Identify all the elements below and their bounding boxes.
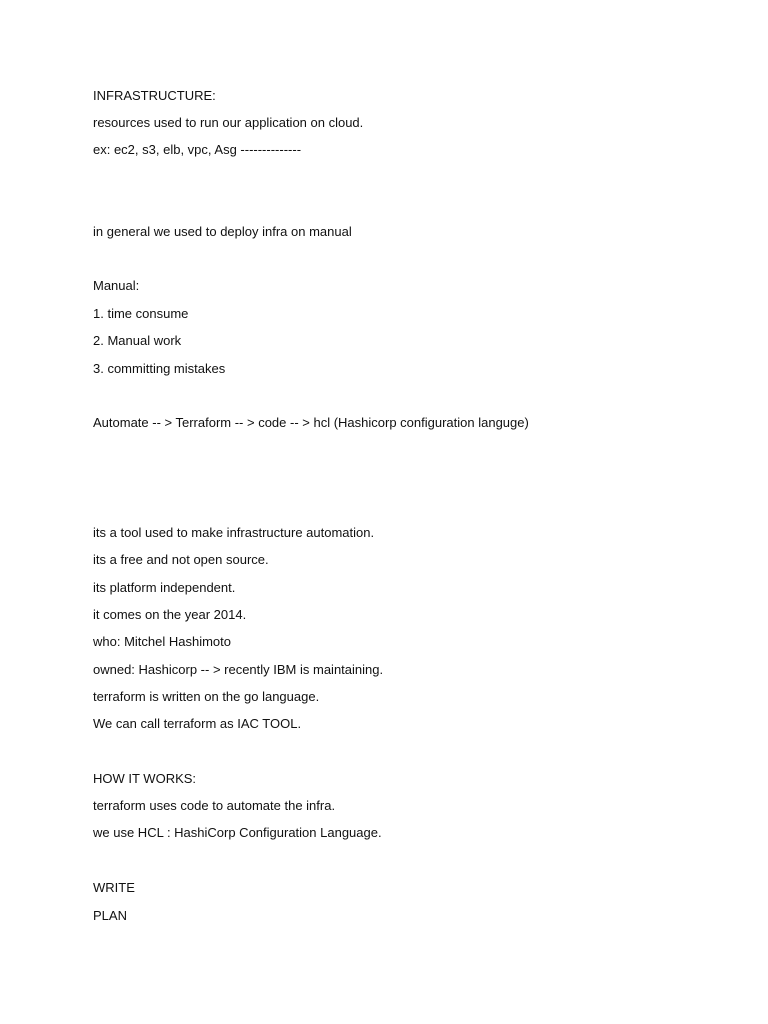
about-line: who: Mitchel Hashimoto [93, 634, 231, 649]
about-line: We can call terraform as IAC TOOL. [93, 716, 302, 731]
manual-heading: Manual: [93, 278, 140, 293]
workflow-step-write: WRITE [93, 880, 135, 895]
about-line: owned: Hashicorp -- > recently IBM is maintaining. [93, 662, 384, 677]
manual-item: 2. Manual work [93, 333, 182, 348]
manual-note: in general we used to deploy infra on manual [93, 224, 352, 239]
about-line: its platform independent. [93, 580, 236, 595]
how-it-works-line: we use HCL : HashiCorp Configuration Language. [93, 825, 382, 840]
about-line: its a tool used to make infrastructure automation. [93, 525, 375, 540]
how-it-works-heading: HOW IT WORKS: [93, 771, 197, 786]
manual-item: 1. time consume [93, 306, 189, 321]
how-it-works-line: terraform uses code to automate the infra. [93, 798, 336, 813]
workflow-step-plan: PLAN [93, 908, 127, 923]
about-line: it comes on the year 2014. [93, 607, 247, 622]
manual-item: 3. committing mistakes [93, 361, 226, 376]
infrastructure-examples: ex: ec2, s3, elb, vpc, Asg -------------- [93, 142, 302, 157]
about-line: terraform is written on the go language. [93, 689, 320, 704]
infrastructure-heading: INFRASTRUCTURE: [93, 88, 216, 103]
automate-line: Automate -- > Terraform -- > code -- > hcl (Hashicorp configuration languge) [93, 415, 529, 430]
infrastructure-definition: resources used to run our application on cloud. [93, 115, 364, 130]
about-line: its a free and not open source. [93, 552, 269, 567]
